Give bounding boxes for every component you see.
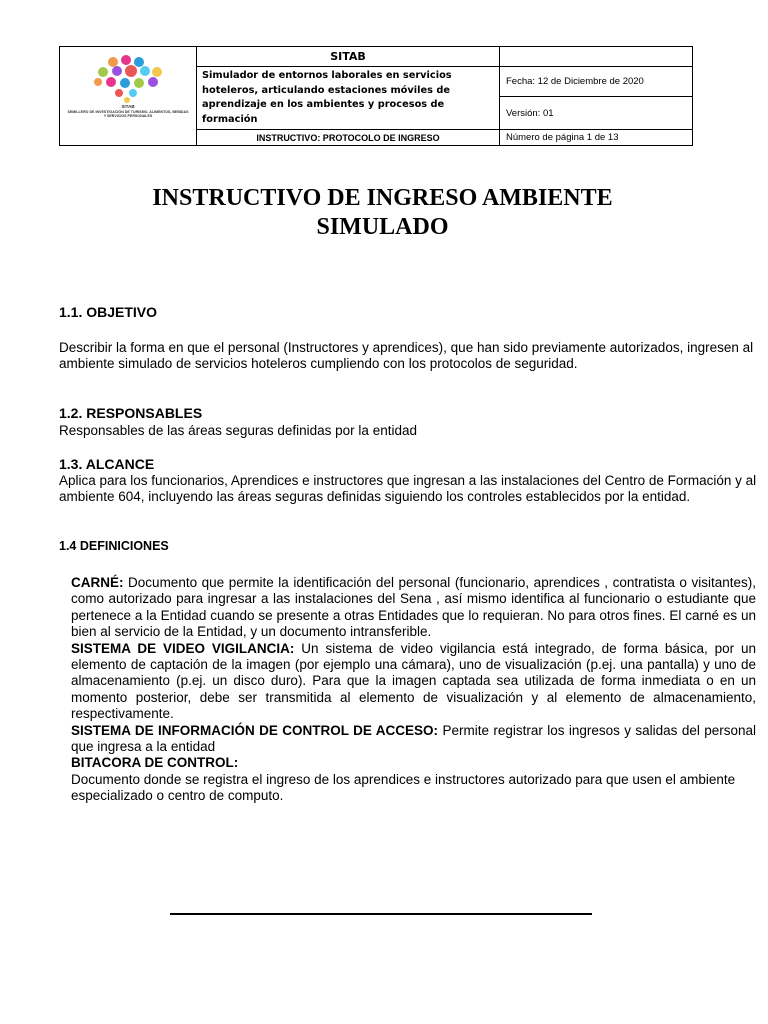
responsables-text: Responsables de las áreas seguras definidas por la entidad	[59, 423, 417, 438]
responsables-heading: 1.2. RESPONSABLES	[59, 405, 203, 421]
header-title: SITAB	[197, 47, 500, 67]
logo-dot	[112, 66, 122, 76]
logo-dot	[125, 65, 137, 77]
objetivo-heading: 1.1. OBJETIVO	[59, 304, 158, 320]
document-title-line1: INSTRUCTIVO DE INGRESO AMBIENTE	[152, 185, 613, 211]
definition-carne	[71, 575, 756, 641]
sitab-logo	[63, 52, 193, 140]
header-description: Simulador de entornos laborales en servicios hoteleros, articulando estaciones móviles de aprendizaje en los ambientes y procesos de formación	[197, 67, 500, 130]
logo-dot	[120, 78, 130, 88]
logo-dot	[115, 89, 123, 97]
footer-rule	[170, 913, 592, 915]
definition-video-text: Un sistema de video vigilancia está integrado, de forma básica, por un elemento de captación de la imagen (por ejemplo una cámara), uno de visualización (p.ej. una pantalla) y uno de almacenamiento (p.ej. un disco duro). Para que la imagen captada sea utilizada de forma inmediata o en un momento posterior, debe ser transmitida al elemento de visualización y al elemento de almacenamiento, respectivamente.	[71, 640, 756, 722]
definition-video	[71, 641, 756, 723]
logo-name: SITAB	[121, 104, 135, 109]
definition-acceso	[71, 723, 756, 756]
objetivo-text: Describir la forma en que el personal (Instructores y aprendices), que han sido previamente autorizados, ingresen al ambiente simulado de servicios hoteleros cumpliendo con los protocolos de seguridad.	[59, 340, 754, 372]
header-pagina: Número de página 1 de 13	[500, 130, 693, 146]
logo-dot	[148, 77, 158, 87]
definition-video-term: SISTEMA DE VIDEO VIGILANCIA:	[71, 640, 295, 656]
definiciones-block	[71, 575, 756, 805]
logo-dot	[94, 78, 102, 86]
definition-acceso-term: SISTEMA DE INFORMACIÓN DE CONTROL DE ACCESO:	[71, 722, 439, 738]
definition-carne-term: CARNÉ:	[71, 575, 124, 590]
logo-dots-icon	[63, 52, 193, 104]
document-header-table	[59, 46, 693, 146]
definiciones-heading: 1.4 DEFINICIONES	[59, 539, 169, 553]
document-title	[80, 184, 685, 242]
logo-dot	[106, 77, 116, 87]
logo-dot	[134, 78, 144, 88]
logo-dot	[108, 57, 118, 67]
logo-cell	[60, 47, 197, 146]
definition-carne-text: Documento que permite la identificación del personal (funcionario, aprendices , contratista o visitantes), como autorizado para ingresar a las instalaciones del Sena , así mismo identifica al funcionario o estudiante que pertenece a la Entidad cuando se presente a otras Entidades que lo requieran. No para otros fines. El carné es un bien al servicio de la Entidad, y un documento intransferible.	[71, 575, 756, 640]
definition-bitacora-term: BITACORA DE CONTROL:	[71, 755, 239, 771]
alcance-heading: 1.3. ALCANCE	[59, 456, 155, 472]
header-empty-cell	[500, 47, 693, 67]
logo-caption: SEMILLERO DE INVESTIGACIÓN DE TURISMO, ALIMENTOS, BEBIDAS Y SERVICIOS PERSONALES	[67, 110, 189, 119]
logo-dot	[124, 97, 130, 103]
logo-dot	[129, 89, 137, 97]
header-fecha: Fecha: 12 de Diciembre de 2020	[500, 67, 693, 97]
alcance-text: Aplica para los funcionarios, Aprendices e instructores que ingresan a las instalaciones del Centro de Formación y al ambiente 604, incluyendo las áreas seguras definidas siguiendo los controles establecidos por la entidad.	[59, 473, 757, 505]
logo-dot	[121, 55, 131, 65]
header-version: Versión: 01	[500, 97, 693, 130]
logo-dot	[98, 67, 108, 77]
logo-dot	[134, 57, 144, 67]
definition-acceso-text: Permite registrar los ingresos y salidas del personal que ingresa a la entidad	[71, 722, 757, 755]
logo-dot	[140, 66, 150, 76]
definition-bitacora-text: Documento donde se registra el ingreso de los aprendices e instructores autorizado para que usen el ambiente especializado o centro de computo.	[71, 771, 736, 804]
header-instructivo: INSTRUCTIVO: PROTOCOLO DE INGRESO	[197, 130, 500, 146]
logo-dot	[152, 67, 162, 77]
document-title-line2: SIMULADO	[316, 214, 449, 240]
